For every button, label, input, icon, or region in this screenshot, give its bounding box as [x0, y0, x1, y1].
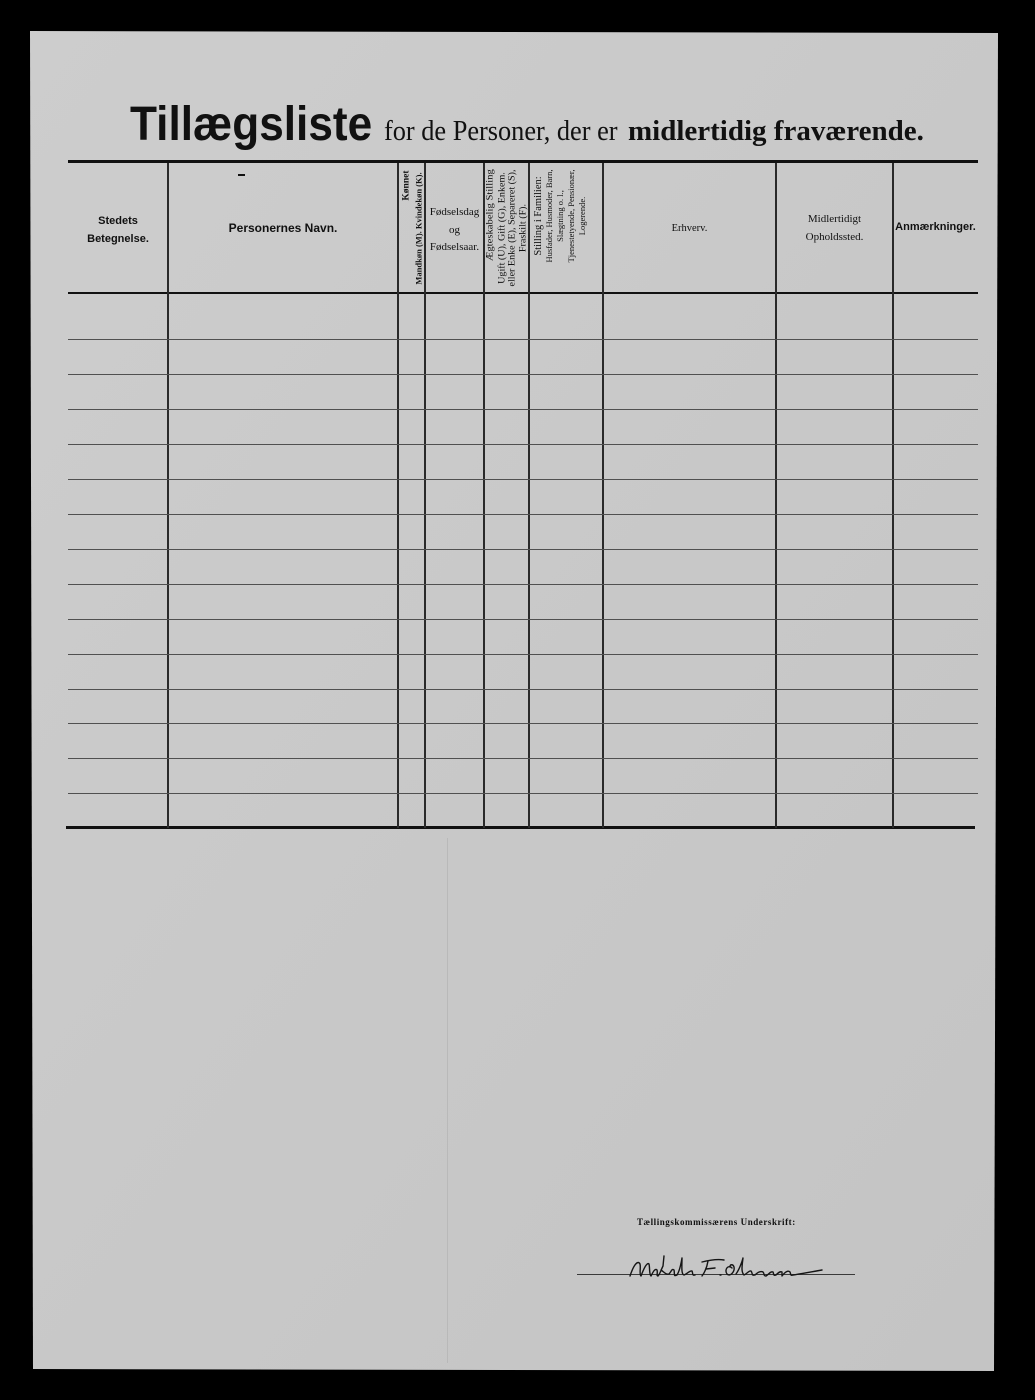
header-line: Fraskilt (F). [517, 203, 527, 253]
table-top-rule [68, 160, 978, 163]
table-row-line [68, 514, 978, 515]
table-row-line [68, 723, 978, 724]
table-row-line [68, 444, 978, 445]
header-sex [398, 166, 425, 290]
header-line: Betegnelse. [87, 233, 149, 245]
header-marital-status [486, 167, 528, 289]
header-line: Opholdssted. [805, 231, 864, 243]
header-bottom-rule [68, 292, 978, 294]
header-line: Kønnet [400, 170, 411, 201]
header-line: Logerende. [577, 196, 587, 236]
table-row-line [68, 374, 978, 375]
header-line: Stedets [98, 215, 138, 227]
table-bottom-rule [66, 826, 975, 829]
header-line: Fødselsaar. [429, 241, 480, 253]
header-line: Fødselsdag [429, 206, 480, 218]
header-line: og [449, 223, 460, 236]
header-line: Anmærkninger. [895, 221, 976, 233]
table-row-line [68, 689, 978, 690]
ink-mark [238, 174, 245, 176]
table-row-line [68, 479, 978, 480]
form-title: Tillægsliste [130, 98, 373, 151]
fold-line [447, 838, 448, 1363]
table-row-line [68, 584, 978, 585]
header-line: Erhverv. [671, 223, 708, 234]
header-person-name [168, 220, 398, 236]
header-line: Midlertidigt [807, 213, 862, 225]
header-birth-date [425, 204, 484, 257]
column-divider [892, 163, 894, 828]
header-occupation [603, 221, 776, 237]
signature-label: Tællingskommissærens Underskrift: [637, 1217, 796, 1227]
form-subtitle: for de Personer, der er [384, 116, 618, 147]
table-row-line [68, 619, 978, 620]
header-line: Personernes Navn. [228, 221, 338, 235]
table-row-line [68, 409, 978, 410]
column-divider [775, 163, 777, 828]
header-line: Ægteskabelig Stilling [485, 169, 496, 262]
header-line: Slægtning o. l., [555, 190, 565, 242]
header-line: Ugift (U), Gift (G), Enkem. [496, 172, 506, 284]
column-divider [167, 163, 169, 828]
header-line: Tjenestetyende, Pensionær, [566, 169, 576, 263]
table-row-line [68, 793, 978, 794]
header-family-position [533, 164, 591, 268]
header-line: Stilling i Familien: [533, 176, 544, 256]
header-remarks [893, 219, 978, 235]
table-row-line [68, 339, 978, 340]
header-line: Mandkøn (M). Kvindekøn (K). [412, 171, 423, 285]
column-divider [528, 163, 530, 828]
header-temporary-residence [776, 210, 893, 246]
table-row-line [68, 654, 978, 655]
table-row-line [68, 549, 978, 550]
form-subtitle-emphasis: midlertidig fraværende. [628, 115, 924, 147]
header-line: Husfader, Husmoder, Barn, [544, 169, 554, 263]
header-line: eller Enke (E), Separeret (S), [506, 169, 517, 287]
header-place-designation [68, 212, 168, 248]
handwritten-signature [620, 1250, 830, 1290]
column-divider [602, 163, 604, 828]
table-row-line [68, 758, 978, 759]
